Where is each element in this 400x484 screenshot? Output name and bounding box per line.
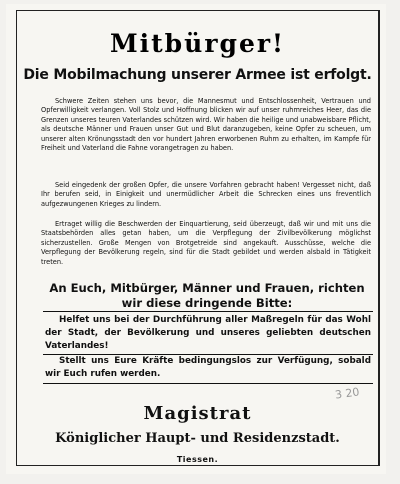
request-1: Helfet uns bei der Durchführung aller Maßregeln für das Wohl der Stadt, der Bevölkerung und unseres geliebten deutschen Vaterlandes! [45,315,371,351]
signer-name: Tiessen. [176,455,219,464]
signer-city: Königlicher Haupt- und Residenzstadt. [55,431,340,446]
appeal-heading: An Euch, Mitbürger, Männer und Frauen, richten wir diese dringende Bitte: [49,281,365,310]
paragraph-3: Ertraget willig die Beschwerden der Einquartierung, seid überzeugt, daß wir und mit uns die Staatsbehörden alles getan haben, um die Verpflegung der Zivilbevölkerung möglichst sicherzustellen. Große Mengen von Brotgetreide sind angekauft. Ausschüsse, welche die Verpflegung der Bevölkerung regeln, sind für die Stadt gebildet und werden alsbald in Tätigkeit treten. [41,220,371,266]
poster-subtitle: Die Mobilmachung unserer Armee ist erfolgt. [23,67,372,83]
paragraph-2: Seid eingedenk der großen Opfer, die unsere Vorfahren gebracht haben! Vergesset nicht, daß Ihr berufen seid, in Einigkeit und unermüdlicher Arbeit die Schrecken eines uns freventlich aufgezwungenen Krieges zu lindern. [41,181,371,208]
request-2: Stellt uns Eure Kräfte bedingungslos zur Verfügung, sobald wir Euch rufen werden. [45,356,371,379]
handwritten-note: 3 20 [334,385,361,402]
poster-frame [16,10,380,466]
divider-bottom [43,383,373,384]
divider-top [43,311,373,312]
poster-title: Mitbürger! [109,29,286,58]
paragraph-1: Schwere Zeiten stehen uns bevor, die Mannesmut und Entschlossenheit, Vertrauen und Opferwilligkeit verlangen. Voll Stolz und Hoffnung blicken wir auf unser ruhmreiches Heer, das die Grenzen unseres teuren Vaterlandes schützen wird. Wir haben die heilige und unabweisbare Pflicht, als deutsche Männer und Frauen unser Gut und Blut daranzugeben, keine Opfer zu scheuen, um unserer alten Krönungsstadt den vor hundert Jahren erworbenen Ruhm zu erhalten, im Kampfe für Freiheit und Vaterland die Fahne vorangetragen zu haben. [41,97,371,153]
scanned-sheet [6,4,386,474]
signer-magistrat: Magistrat [143,403,252,424]
